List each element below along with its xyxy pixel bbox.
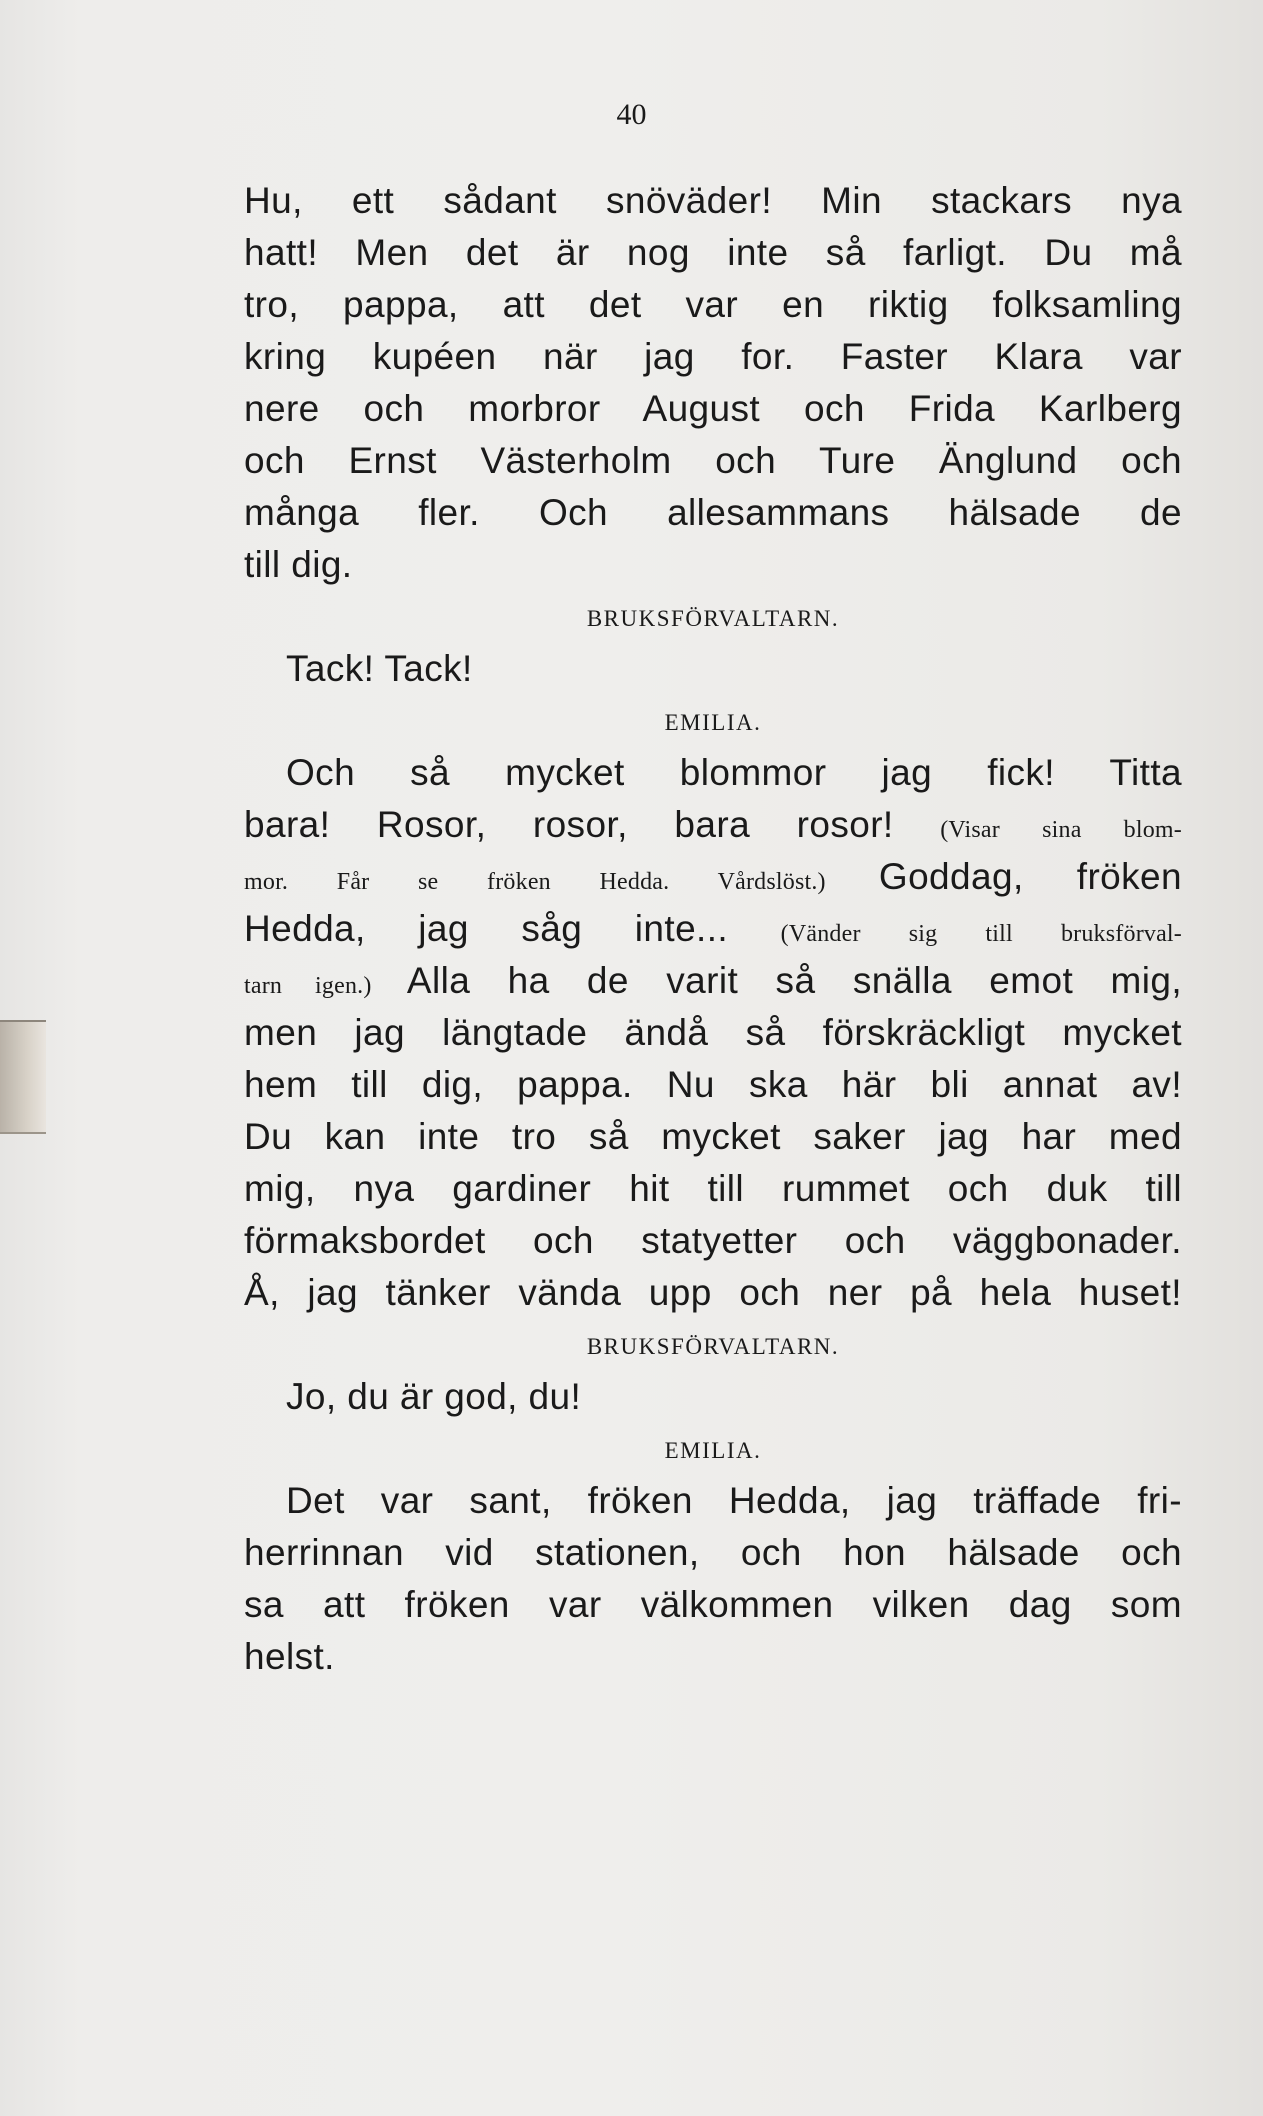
text-line — [244, 851, 1182, 903]
text-line: Jo, du är god, du! — [286, 1376, 582, 1417]
stage-direction: mor. Får se fröken Hedda. Vårdslöst.) — [244, 869, 826, 895]
speaker-name: BRUKSFÖRVALTARN. — [586, 606, 840, 631]
text-line: herrinnan vid stationen, och hon hälsade och — [244, 1532, 1182, 1573]
text-line: hem till dig, pappa. Nu ska här bli annat av! — [244, 1064, 1182, 1105]
stage-direction: tarn igen.) — [244, 973, 372, 999]
text-line: Å, jag tänker vända upp och ner på hela huset! — [244, 1272, 1182, 1313]
text-line — [244, 903, 1182, 955]
text-line: Och så mycket blommor jag fick! Titta — [286, 752, 1182, 793]
speaker-name: EMILIA. — [664, 1438, 762, 1463]
dialogue-text: Alla ha de varit så snälla emot mig, — [406, 960, 1183, 1001]
text-line: nere och morbror August och Frida Karlberg — [244, 388, 1182, 429]
text-line: men jag längtade ändå så förskräckligt mycket — [244, 1012, 1182, 1053]
text-line: till dig. — [244, 544, 353, 585]
text-line: mig, nya gardiner hit till rummet och duk till — [244, 1168, 1182, 1209]
text-line: Du kan inte tro så mycket saker jag har med — [244, 1116, 1182, 1157]
text-line: Det var sant, fröken Hedda, jag träffade fri- — [286, 1480, 1182, 1521]
play-text — [244, 175, 1182, 1683]
speaker-name: BRUKSFÖRVALTARN. — [586, 1334, 840, 1359]
text-line: tro, pappa, att det var en riktig folksamling — [244, 284, 1182, 325]
dialogue-text: Hedda, jag såg inte... — [244, 908, 729, 949]
dialogue-text: bara! Rosor, rosor, bara rosor! — [244, 804, 894, 845]
text-line: sa att fröken var välkommen vilken dag som — [244, 1584, 1182, 1625]
text-line: Tack! Tack! — [286, 648, 473, 689]
speaker-name: EMILIA. — [664, 710, 762, 735]
text-line: förmaksbordet och statyetter och väggbonader. — [244, 1220, 1182, 1261]
dialogue-text: Goddag, fröken — [878, 856, 1182, 897]
stage-direction: (Visar sina blom- — [940, 817, 1182, 843]
text-line: och Ernst Västerholm och Ture Änglund och — [244, 440, 1182, 481]
text-line: många fler. Och allesammans hälsade de — [244, 492, 1182, 533]
text-line: hatt! Men det är nog inte så farligt. Du må — [244, 232, 1182, 273]
text-line: Hu, ett sådant snöväder! Min stackars nya — [244, 180, 1182, 221]
bound-page-edge — [0, 1020, 46, 1134]
text-line — [244, 955, 1182, 1007]
stage-direction: (Vänder sig till bruksförval- — [780, 921, 1182, 947]
text-line: kring kupéen när jag for. Faster Klara var — [244, 336, 1182, 377]
page-number: 40 — [616, 98, 647, 131]
text-line — [244, 799, 1182, 851]
text-line: helst. — [244, 1636, 335, 1677]
